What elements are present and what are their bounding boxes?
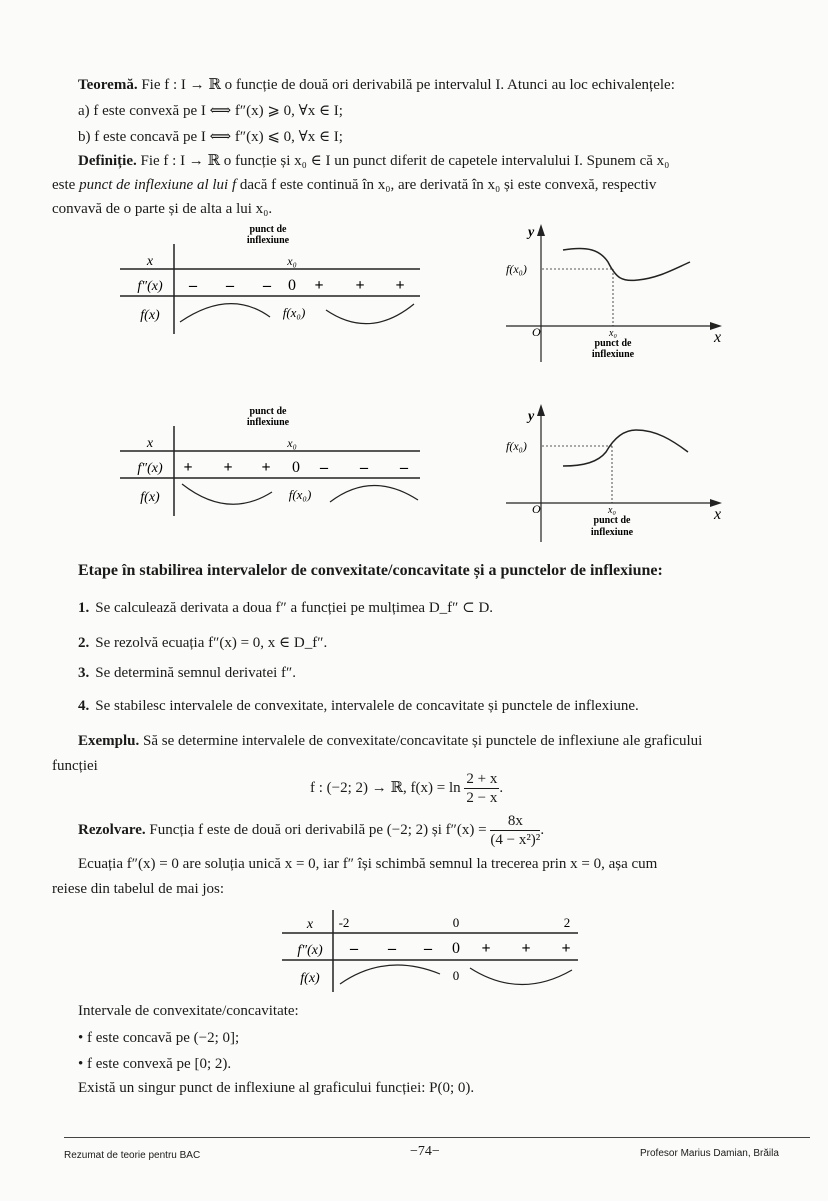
- step-number: 4.: [78, 698, 90, 714]
- formula-numerator: 2 + x: [466, 771, 498, 787]
- table3-sign: +: [481, 940, 491, 957]
- graph-2: [500, 402, 732, 544]
- solution-line-2: Ecuația f″(x) = 0 are soluția unică x = 0, iar f″ își schimbă semnul la trecerea prin x = 0, așa cum: [78, 856, 658, 872]
- graph2-note-line2: inflexiune: [590, 527, 634, 538]
- table2-sign: +: [261, 459, 271, 476]
- table2-f-label: f(x): [140, 490, 160, 505]
- sign-table-1: [120, 222, 430, 334]
- bullet-text: f este convexă pe [0; 2).: [87, 1056, 232, 1072]
- graph2-y-label: y: [528, 409, 535, 424]
- graph2-x-label: x: [714, 506, 722, 523]
- table1-sign: +: [355, 277, 365, 294]
- table1-x-label: x: [146, 254, 154, 269]
- graph2-fx0: f(x₀): [506, 439, 527, 453]
- theorem-item-b: b) f este concavă pe I ⟺ f″(x) ⩽ 0, ∀x ∈ I;: [78, 129, 343, 145]
- example-line-2: funcției: [52, 758, 98, 774]
- step-text: Se rezolvă ecuația f″(x) = 0, x ∈ D_f″.: [95, 635, 328, 651]
- formula-denominator: 2 − x: [466, 790, 498, 806]
- table2-f2-label: f″(x): [137, 461, 163, 476]
- step-4: [78, 698, 639, 715]
- table3-concave-arc: [340, 965, 440, 984]
- step-number: 1.: [78, 600, 90, 616]
- step-number: 3.: [78, 665, 90, 681]
- definition-emphasis: punct de inflexiune al lui f: [79, 177, 237, 193]
- definition-line-2: [52, 177, 656, 194]
- example-line-1: [78, 733, 702, 750]
- table1-note-line1: punct de: [249, 224, 287, 235]
- graph2-curve: [563, 430, 688, 466]
- table2-note-line2: inflexiune: [246, 417, 290, 428]
- table3-sign: –: [388, 940, 396, 957]
- table1-sign: 0: [288, 277, 296, 294]
- solution-text-1: Funcția f este de două ori derivabilă pe (−2; 2) și f″(x) =: [149, 821, 487, 838]
- table3-sign: –: [350, 940, 358, 957]
- table1-sign: +: [314, 277, 324, 294]
- graph1-curve: [563, 249, 690, 281]
- table3-x-value: 2: [563, 915, 571, 930]
- step-2: [78, 633, 327, 652]
- definition-line-1: [78, 151, 669, 170]
- theorem-item-a: a) f este convexă pe I ⟺ f″(x) ⩾ 0, ∀x ∈ I;: [78, 103, 343, 119]
- step-text: Se stabilesc intervalele de convexitate, intervalele de concavitate și punctele de inflexiune.: [95, 698, 639, 714]
- theorem-label: Teoremă.: [78, 77, 138, 93]
- definition-text-2b: dacă f este continuă în x₀, are derivată în x₀ și este convexă, respectiv: [236, 177, 657, 193]
- definition-text-2a: este: [52, 177, 80, 193]
- table3-x-value: 0: [452, 915, 460, 930]
- graph1-fx0: f(x₀): [506, 262, 527, 276]
- bullet-icon: •: [78, 1030, 84, 1046]
- graph1-note-line2: inflexiune: [591, 349, 635, 360]
- table1-fx0: f(x₀): [282, 305, 306, 320]
- step-text: Se determină semnul derivatei f″.: [95, 665, 297, 681]
- formula-prefix: f : (−2; 2) → ℝ, f(x) = ln: [310, 779, 461, 796]
- table3-sign: –: [424, 940, 432, 957]
- conclusion-title: Intervale de convexitate/concavitate:: [78, 1003, 299, 1019]
- conclusion-bullet-1: [78, 1030, 239, 1047]
- sign-table-2: [120, 404, 430, 516]
- step-1: [78, 598, 493, 617]
- table2-x0: x₀: [287, 436, 297, 450]
- arrow-up-icon: [537, 404, 545, 416]
- arrow-up-icon: [537, 224, 545, 236]
- solution-line-1: [78, 812, 544, 849]
- solution-fraction: [490, 812, 540, 849]
- table3-sign: +: [521, 940, 531, 957]
- table1-sign: –: [189, 277, 197, 294]
- definition-line-3: convavă de o parte și de alta a lui x₀.: [52, 201, 273, 217]
- footer-left: Rezumat de teorie pentru BAC: [64, 1150, 201, 1161]
- table1-concave-arc: [180, 304, 270, 322]
- graph2-note-line1: punct de: [593, 515, 631, 526]
- footer-rule: [64, 1137, 810, 1138]
- conclusion-final: Există un singur punct de inflexiune al graficului funcției: P(0; 0).: [78, 1080, 475, 1096]
- graph2-x0: x₀: [608, 505, 616, 516]
- table3-x-value: -2: [338, 915, 350, 930]
- solution-label: Rezolvare.: [78, 821, 146, 838]
- step-3: [78, 665, 296, 682]
- table1-f2-label: f″(x): [137, 279, 163, 294]
- table1-sign: –: [226, 277, 234, 294]
- graph1-origin: O: [532, 325, 541, 339]
- footer-right: Profesor Marius Damian, Brăila: [640, 1148, 779, 1159]
- table2-sign: –: [320, 459, 328, 476]
- table3-f-zero: 0: [452, 968, 460, 983]
- conclusion-bullet-2: [78, 1056, 231, 1073]
- example-formula: [310, 770, 503, 807]
- table1-note-line2: inflexiune: [246, 235, 290, 246]
- table2-sign: 0: [292, 459, 300, 476]
- table3-f-label: f(x): [300, 971, 320, 986]
- definition-text-1: Fie f : I → ℝ o funcție și x₀ ∈ I un punct diferit de capetele intervalului I. Spunem că x₀: [140, 153, 670, 169]
- bullet-text: f este concavă pe (−2; 0];: [87, 1030, 240, 1046]
- sign-table-3: [282, 908, 582, 992]
- graph1-note-line1: punct de: [594, 338, 632, 349]
- table1-sign: +: [395, 277, 405, 294]
- step-number: 2.: [78, 635, 90, 651]
- formula-fraction: [464, 770, 499, 807]
- example-text: Să se determine intervalele de convexitate/concavitate și punctele de inflexiune ale graficului: [143, 733, 703, 749]
- bullet-icon: •: [78, 1056, 84, 1072]
- step-text: Se calculează derivata a doua f″ a funcției pe mulțimea D_f″ ⊂ D.: [95, 600, 494, 616]
- solution-denominator: (4 − x²)²: [490, 832, 541, 848]
- footer-page-number: −74−: [410, 1144, 440, 1159]
- table2-sign: +: [223, 459, 233, 476]
- table2-sign: –: [360, 459, 368, 476]
- theorem-intro-line: [78, 75, 675, 94]
- table2-concave-arc: [330, 485, 418, 502]
- table1-sign: –: [263, 277, 271, 294]
- table3-sign: 0: [452, 940, 460, 957]
- solution-numerator: 8x: [490, 812, 540, 831]
- table3-x-label: x: [306, 917, 314, 932]
- graph1-x0: x₀: [609, 328, 617, 339]
- table1-f-label: f(x): [140, 308, 160, 323]
- graph-1: [500, 222, 732, 364]
- graph1-x-label: x: [714, 329, 722, 346]
- graph1-y-label: y: [528, 225, 535, 240]
- solution-line-3: reiese din tabelul de mai jos:: [52, 881, 225, 897]
- formula-suffix: .: [499, 779, 504, 796]
- table3-f2-label: f″(x): [297, 943, 323, 958]
- theorem-intro: Fie f : I → ℝ o funcție de două ori derivabilă pe intervalul I. Atunci au loc echivalențele:: [141, 77, 675, 93]
- table3-convex-arc: [470, 968, 572, 985]
- table2-fx0: f(x₀): [288, 487, 312, 502]
- table2-sign: –: [400, 459, 408, 476]
- table2-note-line1: punct de: [249, 406, 287, 417]
- table2-x-label: x: [146, 436, 154, 451]
- table3-sign: +: [561, 940, 571, 957]
- table1-x0: x₀: [287, 254, 297, 268]
- graph2-origin: O: [532, 502, 541, 516]
- table2-convex-arc: [182, 484, 272, 504]
- table2-sign: +: [183, 459, 193, 476]
- steps-title: Etape în stabilirea intervalelor de convexitate/concavitate și a punctelor de inflexiune:: [78, 562, 663, 579]
- table1-convex-arc: [326, 304, 414, 324]
- example-label: Exemplu.: [78, 733, 140, 749]
- solution-suffix: .: [540, 821, 545, 838]
- definition-label: Definiție.: [78, 153, 137, 169]
